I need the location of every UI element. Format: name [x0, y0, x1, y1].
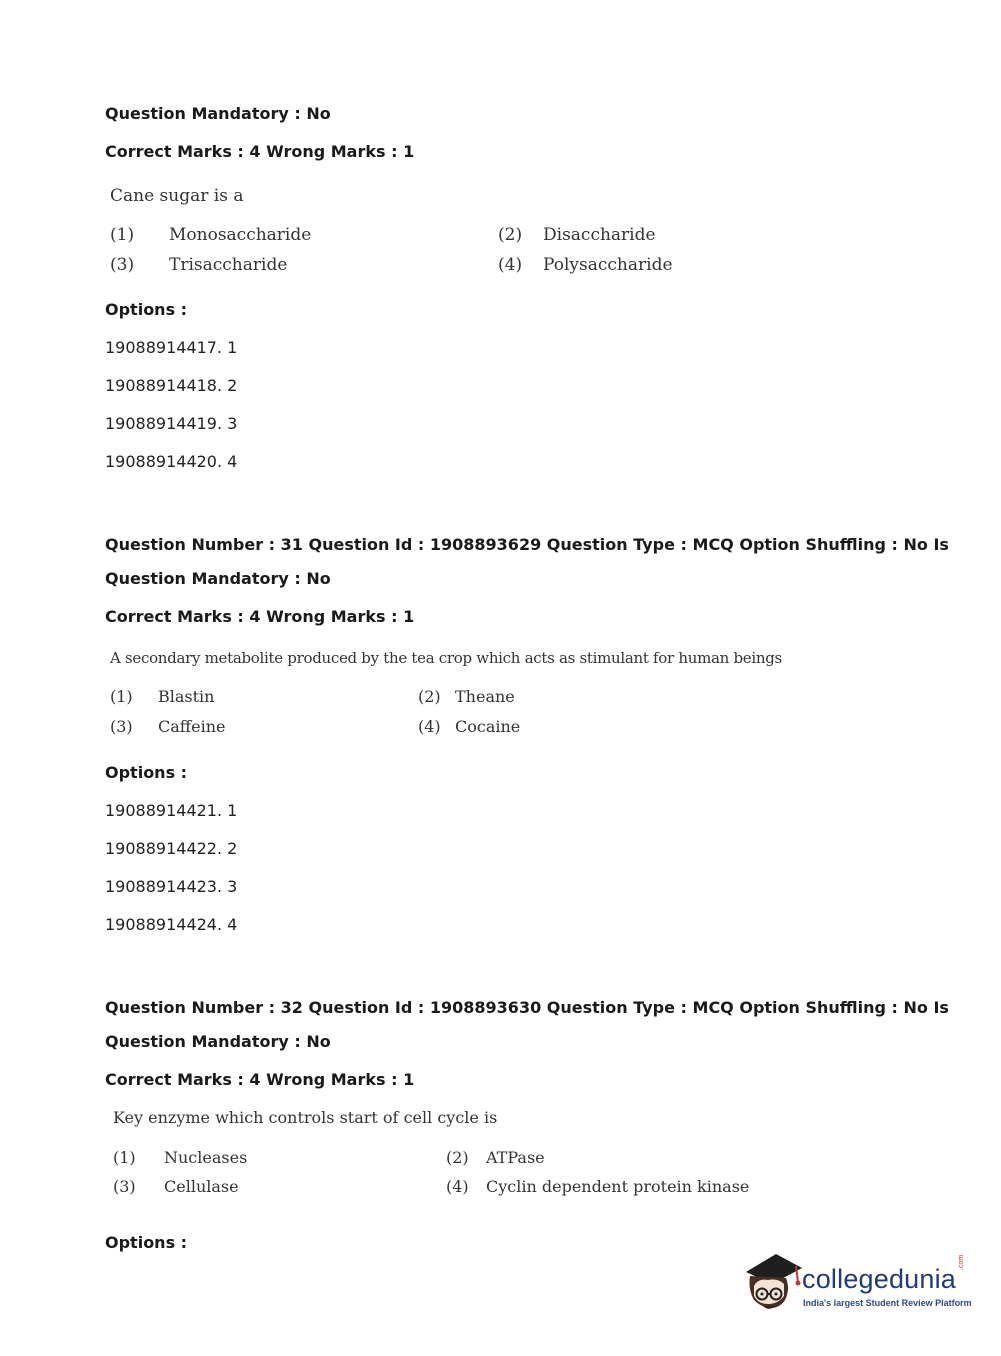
choice-text: Theane	[455, 687, 515, 706]
option-line: 19088914423. 3	[105, 877, 238, 896]
choice-text: ATPase	[486, 1148, 545, 1167]
choice-number: (4)	[418, 717, 441, 736]
option-line: 19088914418. 2	[105, 376, 238, 395]
option-line: 19088914421. 1	[105, 801, 238, 820]
choice-text: Trisaccharide	[169, 255, 288, 275]
choice-text: Cyclin dependent protein kinase	[486, 1177, 750, 1196]
options-label: Options :	[105, 1233, 188, 1252]
question-stem: Cane sugar is a	[110, 186, 244, 206]
choice-text: Polysaccharide	[543, 255, 673, 275]
question-mandatory: Question Mandatory : No	[105, 104, 331, 123]
choice-number: (4)	[446, 1177, 469, 1196]
logo-name: collegedunia	[802, 1264, 957, 1294]
question-mandatory: Question Mandatory : No	[105, 1032, 331, 1051]
question-stem: Key enzyme which controls start of cell cycle is	[113, 1108, 498, 1127]
choice-number: (2)	[446, 1148, 469, 1167]
question-mandatory: Question Mandatory : No	[105, 569, 331, 588]
logo-suffix: .com	[958, 1254, 965, 1270]
option-line: 19088914422. 2	[105, 839, 238, 858]
choice-number: (1)	[113, 1148, 136, 1167]
choice-text: Disaccharide	[543, 225, 656, 245]
option-line: 19088914420. 4	[105, 452, 238, 471]
choice-number: (1)	[110, 687, 133, 706]
choice-number: (4)	[498, 255, 523, 275]
choice-number: (3)	[113, 1177, 136, 1196]
choice-text: Monosaccharide	[169, 225, 312, 245]
question-stem: A secondary metabolite produced by the tea crop which acts as stimulant for human beings	[110, 649, 782, 667]
choice-text: Blastin	[158, 687, 215, 706]
logo-tagline: India's largest Student Review Platform	[803, 1298, 972, 1308]
choice-number: (3)	[110, 717, 133, 736]
marks-line: Correct Marks : 4 Wrong Marks : 1	[105, 607, 415, 626]
choice-text: Cellulase	[164, 1177, 239, 1196]
choice-number: (1)	[110, 225, 135, 245]
options-label: Options :	[105, 763, 188, 782]
choice-text: Caffeine	[158, 717, 226, 736]
question-header: Question Number : 32 Question Id : 1908893630 Question Type : MCQ Option Shuffling : No Is	[105, 998, 949, 1017]
choice-number: (2)	[418, 687, 441, 706]
choice-number: (2)	[498, 225, 523, 245]
marks-line: Correct Marks : 4 Wrong Marks : 1	[105, 142, 415, 161]
question-header: Question Number : 31 Question Id : 1908893629 Question Type : MCQ Option Shuffling : No Is	[105, 535, 949, 554]
option-line: 19088914424. 4	[105, 915, 238, 934]
mascot-icon	[740, 1250, 804, 1314]
choice-text: Nucleases	[164, 1148, 248, 1167]
option-line: 19088914419. 3	[105, 414, 238, 433]
options-label: Options :	[105, 300, 188, 319]
choice-number: (3)	[110, 255, 135, 275]
choice-text: Cocaine	[455, 717, 521, 736]
marks-line: Correct Marks : 4 Wrong Marks : 1	[105, 1070, 415, 1089]
option-line: 19088914417. 1	[105, 338, 238, 357]
